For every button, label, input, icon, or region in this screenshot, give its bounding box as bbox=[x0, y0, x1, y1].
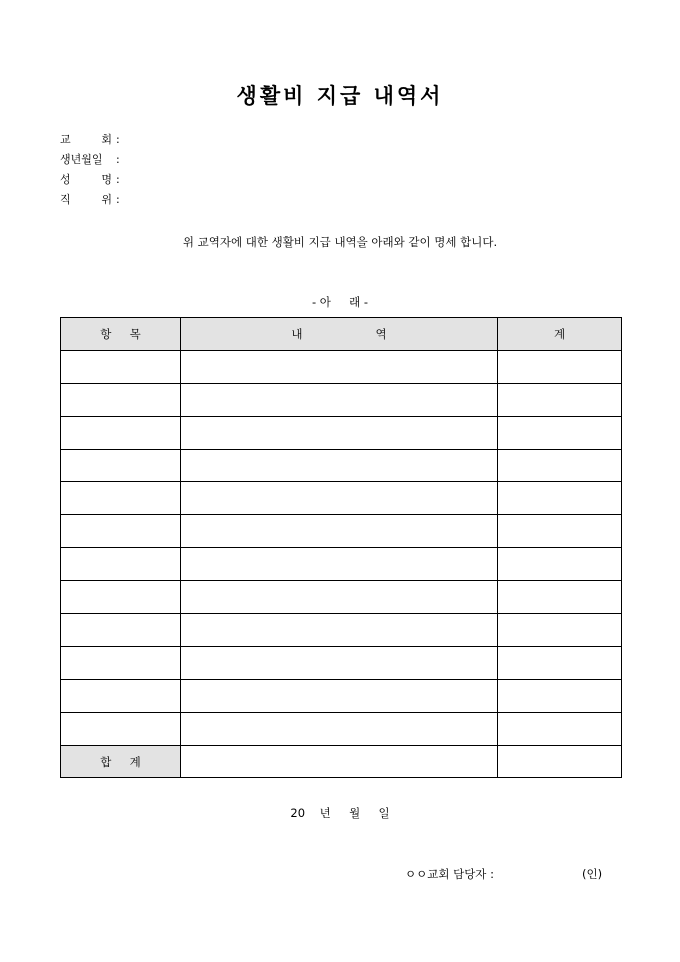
table-row bbox=[61, 712, 622, 745]
cell-detail[interactable] bbox=[181, 646, 498, 679]
cell-total[interactable] bbox=[498, 449, 622, 482]
cell-total[interactable] bbox=[498, 581, 622, 614]
cell-item[interactable] bbox=[61, 515, 181, 548]
cell-item[interactable] bbox=[61, 482, 181, 515]
info-row-birthdate bbox=[60, 153, 130, 173]
table-header-row bbox=[61, 318, 622, 351]
cell-detail[interactable] bbox=[181, 416, 498, 449]
cell-item[interactable] bbox=[61, 581, 181, 614]
cell-total[interactable] bbox=[498, 614, 622, 647]
cell-total[interactable] bbox=[498, 646, 622, 679]
table-row bbox=[61, 548, 622, 581]
table-row bbox=[61, 614, 622, 647]
cell-total[interactable] bbox=[498, 548, 622, 581]
cell-detail[interactable] bbox=[181, 383, 498, 416]
table-row bbox=[61, 350, 622, 383]
info-block bbox=[60, 133, 130, 213]
info-row-church bbox=[60, 133, 130, 153]
header-detail bbox=[181, 318, 498, 351]
table-row bbox=[61, 646, 622, 679]
expense-table bbox=[60, 317, 622, 778]
cell-detail[interactable] bbox=[181, 548, 498, 581]
cell-total[interactable] bbox=[498, 416, 622, 449]
name-colon: : bbox=[116, 173, 120, 186]
cell-item[interactable] bbox=[61, 449, 181, 482]
cell-detail[interactable] bbox=[181, 679, 498, 712]
header-item bbox=[61, 318, 181, 351]
cell-item[interactable] bbox=[61, 416, 181, 449]
name-label-char-2: 명 bbox=[101, 173, 112, 186]
cell-total[interactable] bbox=[498, 712, 622, 745]
sum-detail-cell[interactable] bbox=[181, 745, 498, 778]
signer-label: ㅇㅇ교회 담당자 : bbox=[405, 867, 494, 881]
church-label bbox=[60, 133, 112, 153]
cell-item[interactable] bbox=[61, 383, 181, 416]
cell-total[interactable] bbox=[498, 515, 622, 548]
position-label-char-2: 위 bbox=[101, 193, 112, 206]
cell-detail[interactable] bbox=[181, 614, 498, 647]
name-label-char-1: 성 bbox=[60, 173, 71, 186]
church-label-char-1: 교 bbox=[60, 133, 71, 146]
table-row bbox=[61, 416, 622, 449]
cell-detail[interactable] bbox=[181, 515, 498, 548]
cell-total[interactable] bbox=[498, 350, 622, 383]
position-label bbox=[60, 193, 112, 213]
cell-detail[interactable] bbox=[181, 712, 498, 745]
info-row-position bbox=[60, 193, 130, 213]
cell-detail[interactable] bbox=[181, 482, 498, 515]
sum-total-cell[interactable] bbox=[498, 745, 622, 778]
cell-total[interactable] bbox=[498, 679, 622, 712]
name-label bbox=[60, 173, 112, 193]
header-total bbox=[498, 318, 622, 351]
cell-item[interactable] bbox=[61, 548, 181, 581]
cell-detail[interactable] bbox=[181, 581, 498, 614]
cell-total[interactable] bbox=[498, 383, 622, 416]
header-total-label: 계 bbox=[553, 326, 566, 341]
table-row bbox=[61, 581, 622, 614]
info-row-name bbox=[60, 173, 130, 193]
table-row bbox=[61, 679, 622, 712]
birthdate-label: 생년월일 bbox=[60, 153, 103, 166]
table-row bbox=[61, 482, 622, 515]
position-colon: : bbox=[116, 193, 120, 206]
sub-heading: - 아 래 - bbox=[311, 295, 369, 309]
table-row bbox=[61, 449, 622, 482]
church-label-char-2: 회 bbox=[101, 133, 112, 146]
sum-label: 합 계 bbox=[100, 754, 141, 769]
church-colon: : bbox=[116, 133, 120, 146]
header-item-label: 항 목 bbox=[100, 326, 141, 341]
cell-item[interactable] bbox=[61, 712, 181, 745]
cell-detail[interactable] bbox=[181, 449, 498, 482]
cell-item[interactable] bbox=[61, 646, 181, 679]
seal-mark: (인) bbox=[582, 867, 603, 881]
statement-text: 위 교역자에 대한 생활비 지급 내역을 아래와 같이 명세 합니다. bbox=[182, 235, 498, 249]
sum-label-cell bbox=[61, 745, 181, 778]
cell-item[interactable] bbox=[61, 350, 181, 383]
header-detail-label: 내 역 bbox=[291, 326, 387, 341]
table-row bbox=[61, 515, 622, 548]
cell-item[interactable] bbox=[61, 614, 181, 647]
birthdate-colon: : bbox=[116, 153, 120, 166]
position-label-char-1: 직 bbox=[60, 193, 71, 206]
document-title: 생활비 지급 내역서 bbox=[236, 83, 444, 108]
cell-total[interactable] bbox=[498, 482, 622, 515]
table-row bbox=[61, 383, 622, 416]
date-line: 20 년 월 일 bbox=[290, 806, 390, 820]
cell-detail[interactable] bbox=[181, 350, 498, 383]
table-sum-row bbox=[61, 745, 622, 778]
cell-item[interactable] bbox=[61, 679, 181, 712]
